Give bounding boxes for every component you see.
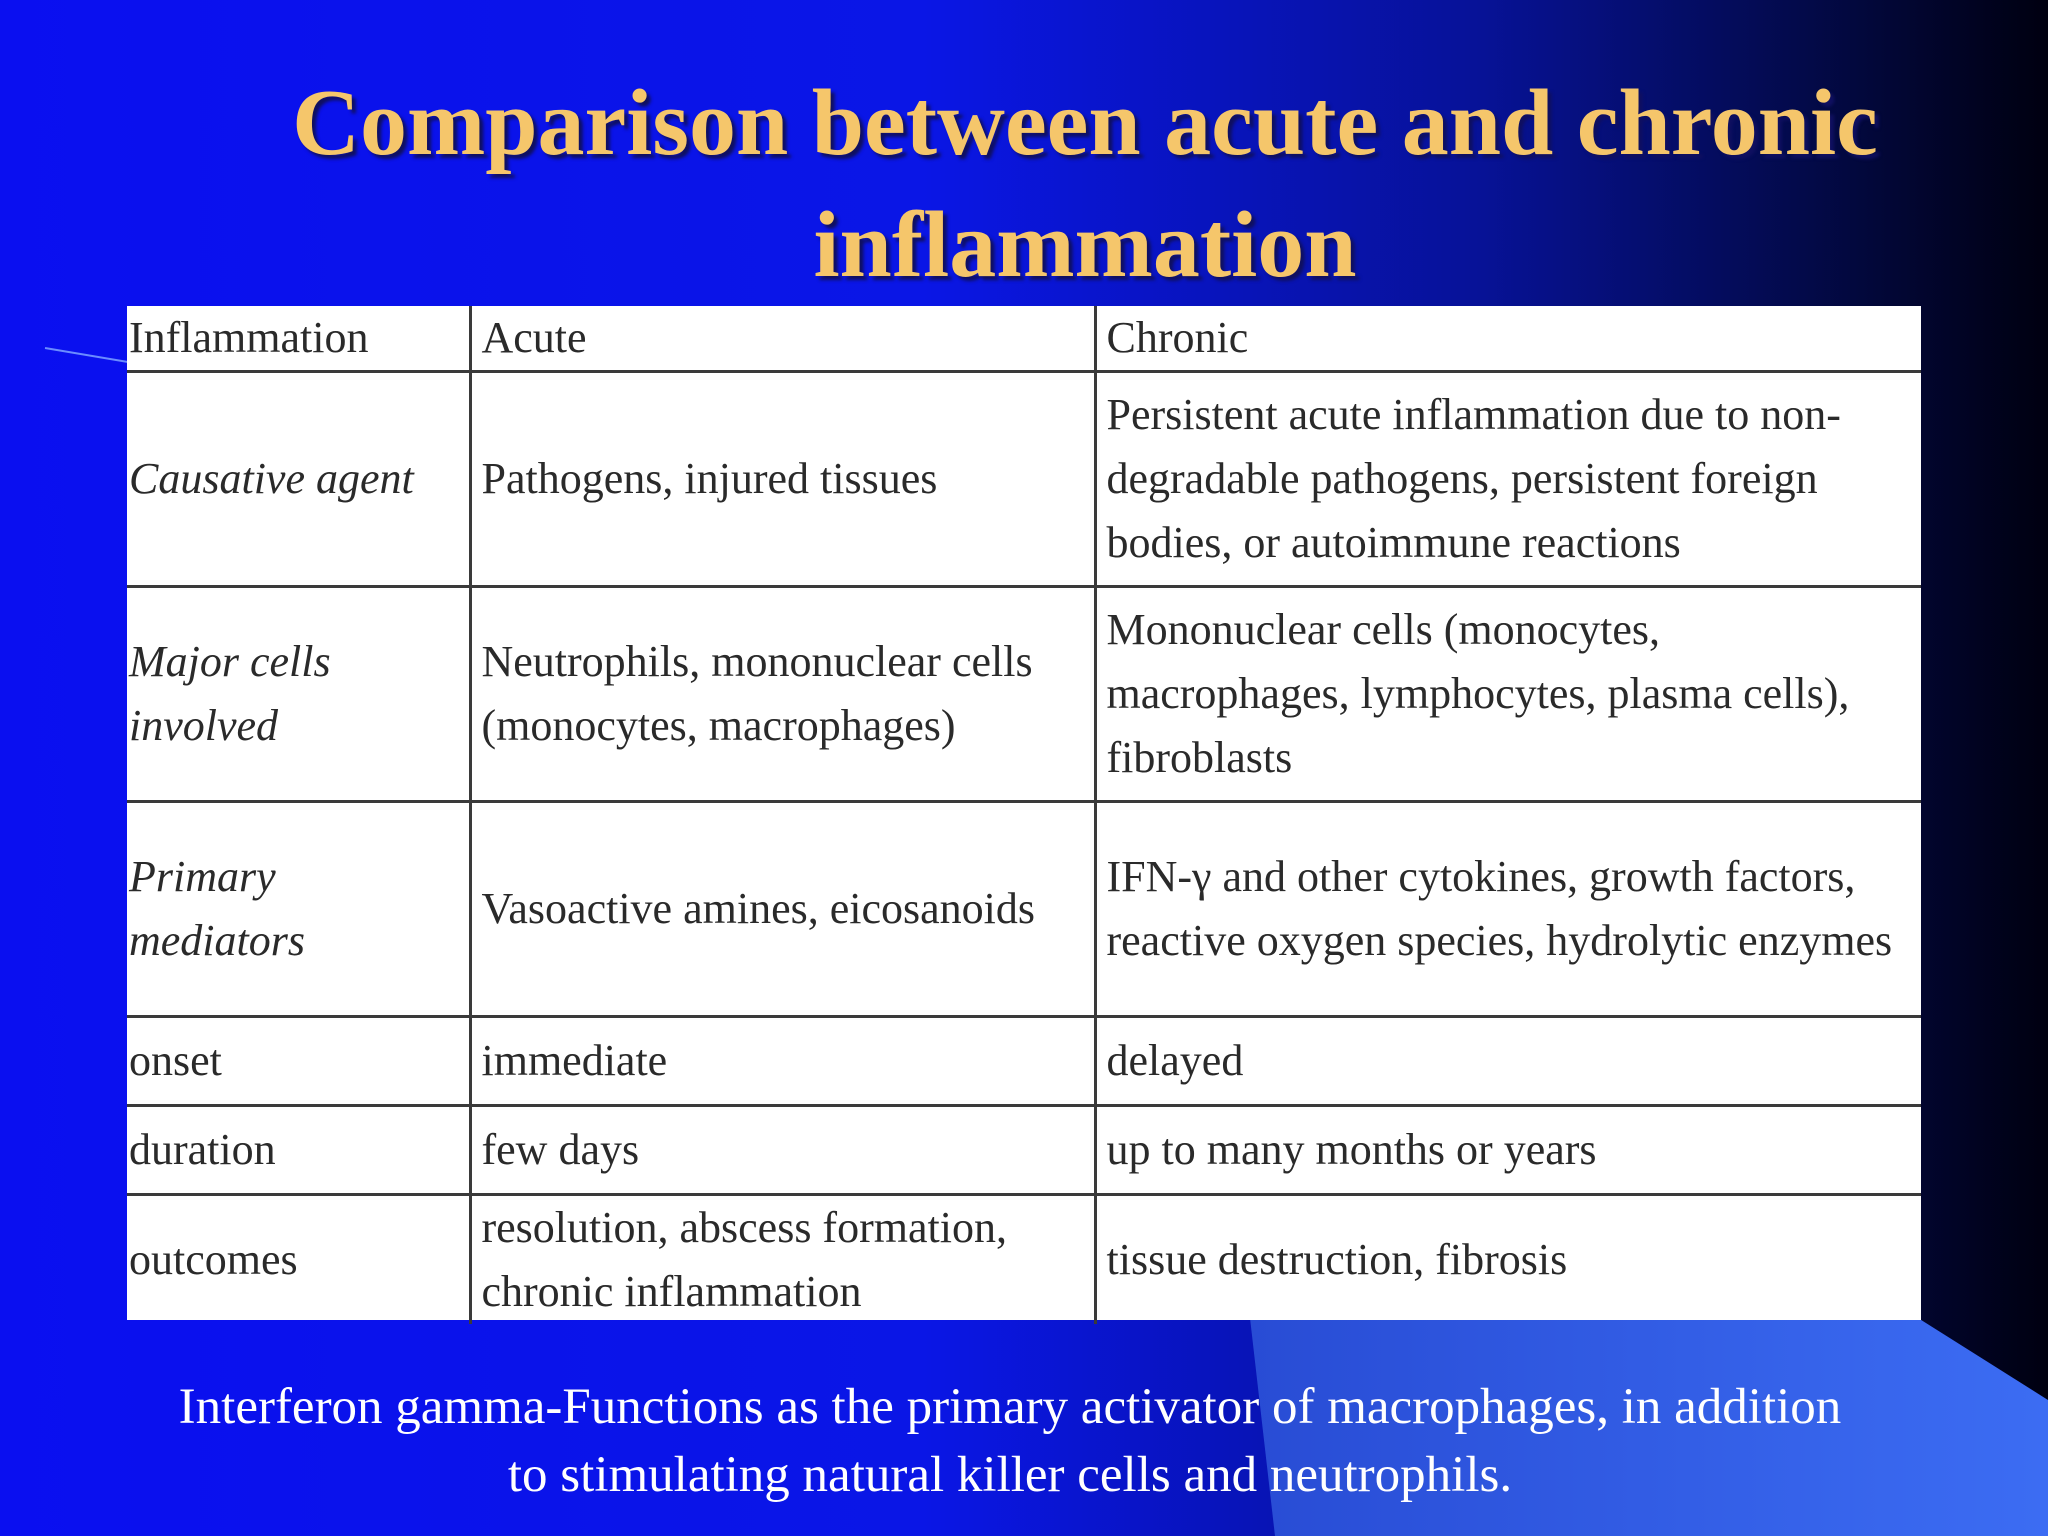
footer-note: Interferon gamma-Functions as the primary activator of macrophages, in addition to stimulating natural killer cells and neutrophils. [178, 1379, 1842, 1503]
acute-cell: Vasoactive amines, eicosanoids [470, 802, 1095, 1017]
table-header-row [127, 306, 1921, 372]
chronic-cell: delayed [1095, 1017, 1921, 1106]
row-label-cell: onset [127, 1017, 470, 1106]
acute-cell: resolution, abscess formation, chronic inflammation [470, 1195, 1095, 1325]
acute-cell: immediate [470, 1017, 1095, 1106]
row-label-cell: duration [127, 1106, 470, 1195]
chronic-cell: Mononuclear cells (monocytes, macrophages, lymphocytes, plasma cells), fibroblasts [1095, 587, 1921, 802]
table-row [127, 372, 1921, 587]
comparison-table [127, 306, 1921, 1320]
table-row [127, 1195, 1921, 1325]
table-row [127, 1106, 1921, 1195]
comparison-table-grid [127, 306, 1921, 1324]
row-label-cell: Major cells involved [127, 587, 470, 802]
chronic-cell: up to many months or years [1095, 1106, 1921, 1195]
acute-cell: few days [470, 1106, 1095, 1195]
chronic-cell: Persistent acute inflammation due to non-degradable pathogens, persistent foreign bodies, or autoimmune reactions [1095, 372, 1921, 587]
chronic-cell: tissue destruction, fibrosis [1095, 1195, 1921, 1325]
table-row [127, 802, 1921, 1017]
acute-cell: Neutrophils, mononuclear cells (monocytes, macrophages) [470, 587, 1095, 802]
acute-cell: Pathogens, injured tissues [470, 372, 1095, 587]
row-label-cell: Primary mediators [127, 802, 470, 1017]
row-label-cell: Causative agent [127, 372, 470, 587]
row-label-cell: outcomes [127, 1195, 470, 1325]
page-title: Comparison between acute and chronic inflammation [292, 71, 1878, 297]
header-cell-acute: Acute [470, 306, 1095, 372]
table-row [127, 587, 1921, 802]
table-row [127, 1017, 1921, 1106]
chronic-cell: IFN-γ and other cytokines, growth factors, reactive oxygen species, hydrolytic enzymes [1095, 802, 1921, 1017]
header-cell-inflammation: Inflammation [127, 306, 470, 372]
header-cell-chronic: Chronic [1095, 306, 1921, 372]
